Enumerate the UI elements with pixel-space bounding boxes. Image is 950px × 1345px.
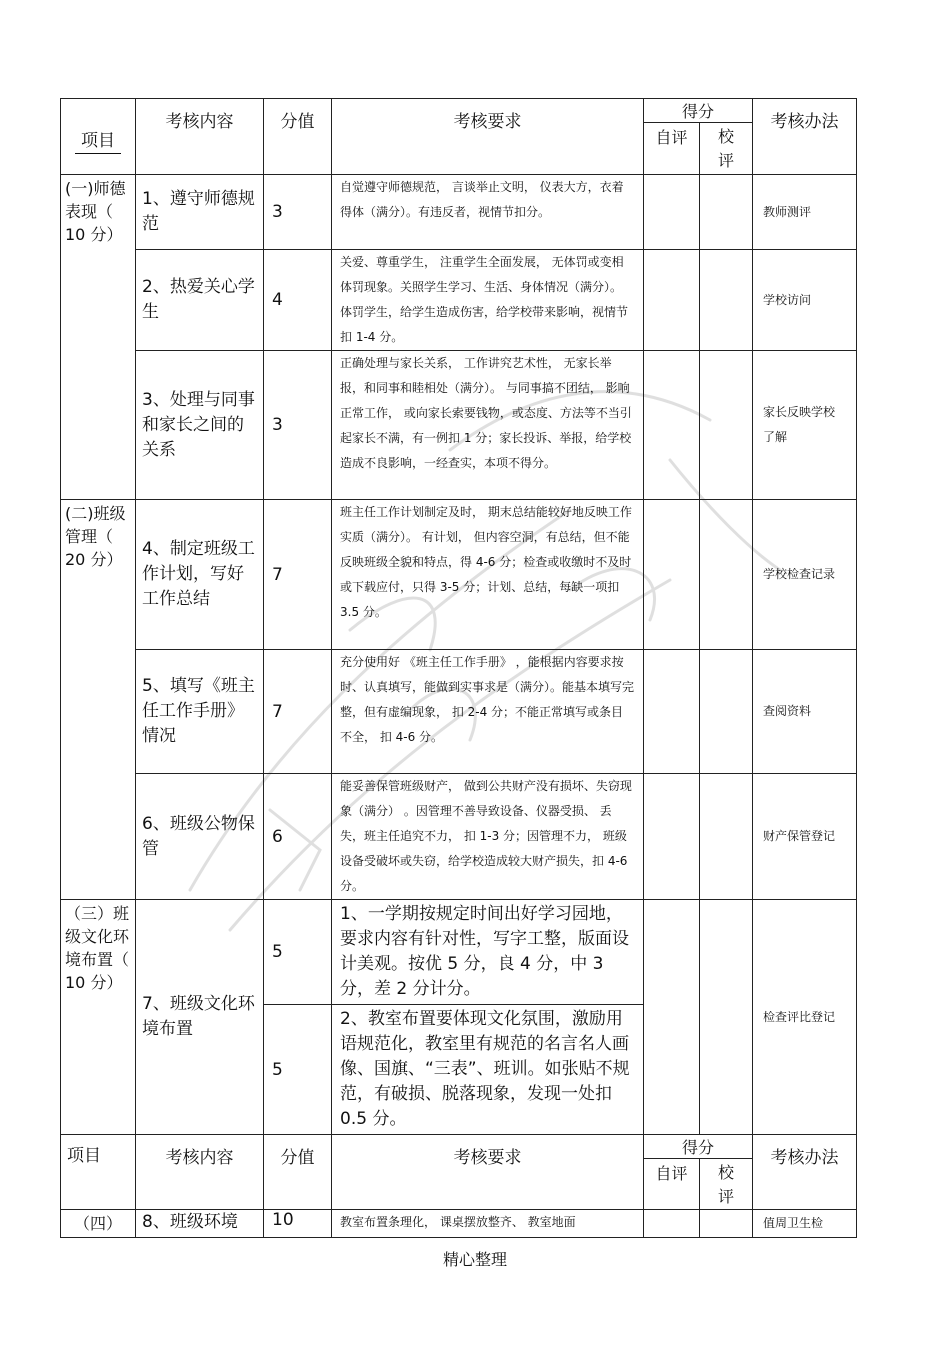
school-eval-cell	[700, 650, 753, 774]
self-eval-cell	[644, 500, 700, 650]
method-cell: 检查评比登记	[753, 900, 857, 1135]
self-eval-cell	[644, 351, 700, 500]
requirement-cell: 能妥善保管班级财产， 做到公共财产没有损坏、失窃现象（满分） 。因管理不善导致设备、仪器受损、 丢失，班主任追究不力， 扣 1-3 分；因管理不力， 班级设备受破坏或失窃，给学校造成较大财产损失，扣 4-6 分。	[332, 774, 644, 900]
content-cell: 5、填写《班主任工作手册》情况	[136, 650, 264, 774]
table-row	[61, 900, 857, 1005]
header-content: 考核内容	[136, 99, 264, 175]
score-cell: 6	[264, 774, 332, 900]
header-requirement: 考核要求	[332, 99, 644, 175]
score-cell: 5	[264, 1005, 332, 1135]
requirement-cell: 关爱、尊重学生， 注重学生全面发展， 无体罚或变相体罚现象。关照学生学习、生活、身体情况（满分）。 体罚学生，给学生造成伤害，给学校带来影响，视情节扣 1-4 分。	[332, 250, 644, 351]
project-cell: (二)班级管理（ 20 分）	[61, 500, 136, 900]
score-cell: 5	[264, 900, 332, 1005]
self-eval-cell	[644, 1210, 700, 1238]
header-project-repeat: 项目	[61, 1135, 136, 1210]
header-method-repeat: 考核办法	[753, 1135, 857, 1210]
method-cell: 财产保管登记	[753, 774, 857, 900]
project-cell: （三）班级文化环境布置（ 10 分）	[61, 900, 136, 1135]
method-cell: 学校访问	[753, 250, 857, 351]
project-cell: (一)师德表现（ 10 分）	[61, 175, 136, 500]
content-cell: 7、班级文化环境布置	[136, 900, 264, 1135]
table-row	[61, 351, 857, 500]
table-row	[61, 774, 857, 900]
requirement-cell: 2、教室布置要体现文化氛围，激励用语规范化，教室里有规范的名言名人画像、国旗、“三表”、班训。如张贴不规范，有破损、脱落现象，发现一处扣 0.5 分。	[332, 1005, 644, 1135]
method-cell: 家长反映学校了解	[753, 351, 857, 500]
header-school-eval-repeat: 校评	[700, 1159, 753, 1210]
table-row	[61, 250, 857, 351]
header-got-score-repeat: 得分	[644, 1135, 753, 1159]
content-cell: 3、处理与同事和家长之间的关系	[136, 351, 264, 500]
school-eval-cell	[700, 500, 753, 650]
requirement-cell: 班主任工作计划制定及时， 期末总结能较好地反映工作实质（满分）。 有计划， 但内容空洞，有总结，但不能反映班级全貌和特点，得 4-6 分；检查或收缴时不及时或下载应付，只得 3-5 分；计划、总结，每缺一项扣 3.5 分。	[332, 500, 644, 650]
self-eval-cell	[644, 900, 700, 1135]
score-cell: 10	[264, 1210, 332, 1238]
score-cell: 3	[264, 351, 332, 500]
content-cell: 4、制定班级工作计划，写好工作总结	[136, 500, 264, 650]
school-eval-cell	[700, 1210, 753, 1238]
header-project: 项目	[61, 99, 136, 175]
requirement-cell: 教室布置条理化， 课桌摆放整齐、 教室地面	[332, 1210, 644, 1238]
header-self-eval-repeat: 自评	[644, 1159, 700, 1210]
score-cell: 7	[264, 650, 332, 774]
school-eval-cell	[700, 175, 753, 250]
header-self-eval: 自评	[644, 123, 700, 175]
header-method: 考核办法	[753, 99, 857, 175]
content-cell: 1、遵守师德规范	[136, 175, 264, 250]
project-cell: （四）	[61, 1210, 136, 1238]
requirement-cell: 1、一学期按规定时间出好学习园地，要求内容有针对性，写字工整，版面设计美观。按优 5 分，良 4 分，中 3 分，差 2 分计分。	[332, 900, 644, 1005]
requirement-cell: 自觉遵守师德规范， 言谈举止文明， 仪表大方，衣着得体（满分）。有违反者，视情节扣分。	[332, 175, 644, 250]
self-eval-cell	[644, 175, 700, 250]
method-cell: 教师测评	[753, 175, 857, 250]
content-cell: 6、班级公物保管	[136, 774, 264, 900]
method-cell: 学校检查记录	[753, 500, 857, 650]
footer-text: 精心整理	[442, 1250, 507, 1269]
score-cell: 7	[264, 500, 332, 650]
content-cell: 2、热爱关心学生	[136, 250, 264, 351]
method-cell: 查阅资料	[753, 650, 857, 774]
table-row	[61, 500, 857, 650]
table-row	[61, 175, 857, 250]
table-row	[61, 1210, 857, 1238]
requirement-cell: 正确处理与家长关系， 工作讲究艺术性， 无家长举报，和同事和睦相处（满分）。 与同事搞不团结， 影响正常工作， 或向家长索要钱物，或态度、方法等不当引起家长不满，有一例扣 1 分；家长投诉、举报，给学校造成不良影响，一经查实，本项不得分。	[332, 351, 644, 500]
score-cell: 3	[264, 175, 332, 250]
header-score: 分值	[264, 99, 332, 175]
requirement-cell: 充分使用好 《班主任工作手册》 ，能根据内容要求按时、认真填写，能做到实事求是（满分）。能基本填写完整，但有虚编现象， 扣 2-4 分；不能正常填写或条目不全， 扣 4-6 分。	[332, 650, 644, 774]
header-got-score: 得分	[644, 99, 753, 123]
table-row	[61, 650, 857, 774]
school-eval-cell	[700, 250, 753, 351]
content-cell: 8、班级环境	[136, 1210, 264, 1238]
self-eval-cell	[644, 250, 700, 351]
assessment-table	[60, 98, 857, 1238]
header-score-repeat: 分值	[264, 1135, 332, 1210]
header-requirement-repeat: 考核要求	[332, 1135, 644, 1210]
header-school-eval: 校评	[700, 123, 753, 175]
score-cell: 4	[264, 250, 332, 351]
school-eval-cell	[700, 351, 753, 500]
school-eval-cell	[700, 774, 753, 900]
method-cell: 值周卫生检	[753, 1210, 857, 1238]
self-eval-cell	[644, 774, 700, 900]
header-content-repeat: 考核内容	[136, 1135, 264, 1210]
self-eval-cell	[644, 650, 700, 774]
school-eval-cell	[700, 900, 753, 1135]
